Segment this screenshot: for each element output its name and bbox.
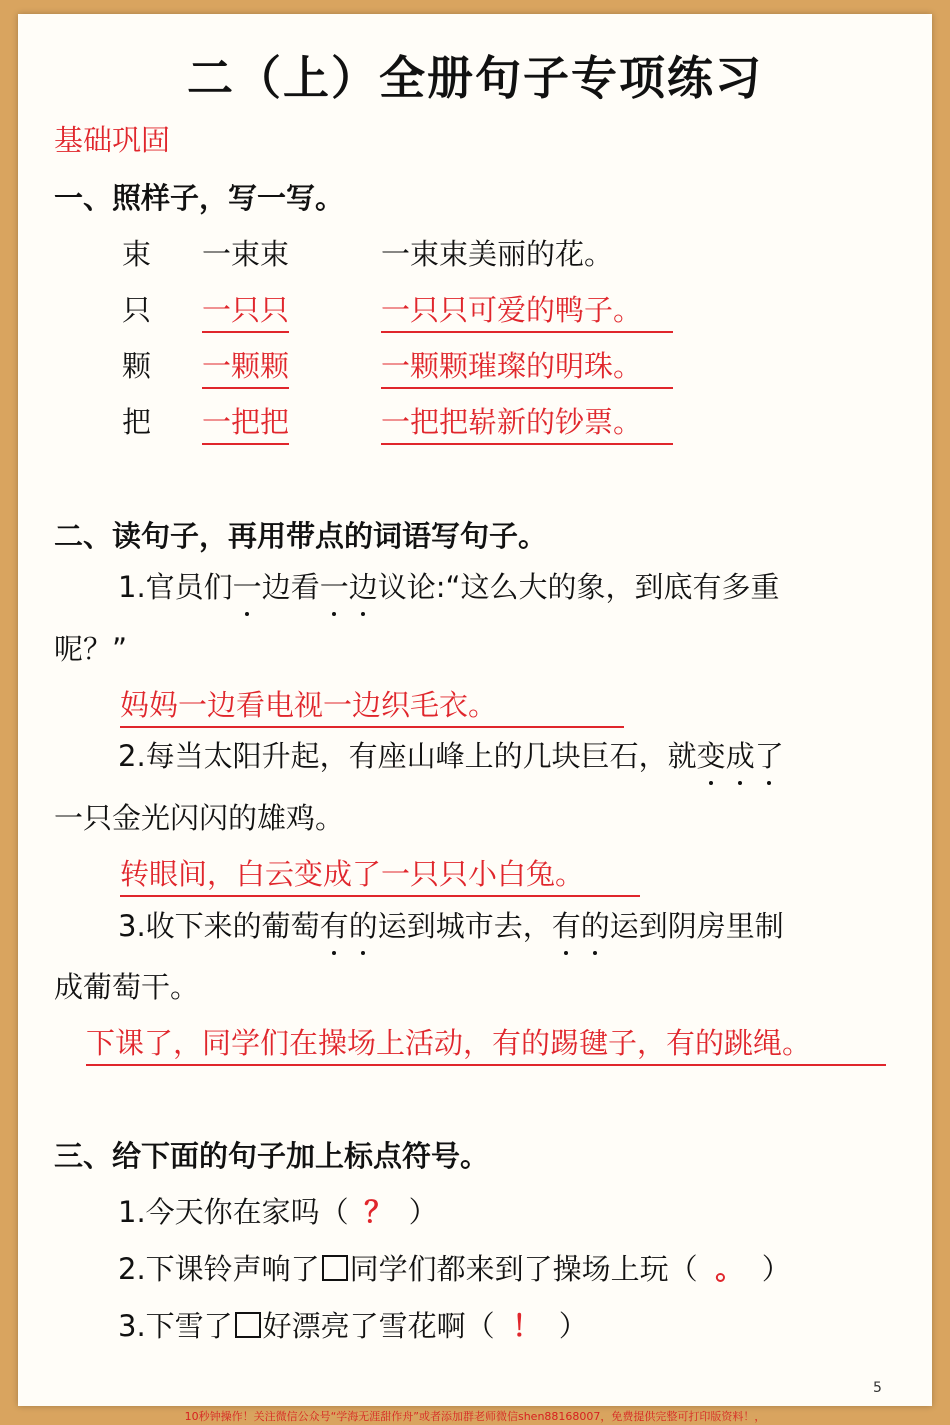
blank-box — [235, 1312, 261, 1338]
part3-heading: 三、给下面的句子加上标点符号。 — [54, 1139, 490, 1173]
p3-q3-close: ） — [558, 1309, 588, 1343]
section-label: 基础巩固 — [54, 123, 171, 157]
q1-text-b: 议论:“这么大的象，到底有多重 — [377, 570, 780, 604]
page-title: 二（上）全册句子专项练习 — [187, 51, 763, 105]
dotted-char: 的 — [349, 904, 378, 945]
q3-line2: 成葡萄干。 — [54, 970, 200, 1004]
q2-line1 — [118, 734, 784, 775]
q1-line2: 呢？” — [54, 632, 128, 666]
row3-sentence-answer: 一颗颗璀璨的明珠。 — [381, 344, 673, 389]
q1-text-mid-b: 看 — [290, 570, 320, 604]
p3-q2 — [118, 1247, 791, 1288]
row4-char: 把 — [122, 405, 152, 439]
row4-sentence-answer: 一把把崭新的钞票。 — [381, 400, 673, 445]
p3-q3 — [118, 1304, 588, 1345]
dotted-char: 有 — [552, 904, 581, 945]
dotted-char: 一 — [233, 565, 262, 606]
q2-text-a: 2.每当太阳升起，有座山峰上的几块巨石，就 — [118, 739, 697, 773]
q1-text-mid: 边 — [261, 570, 291, 604]
p3-q2-close: ） — [761, 1252, 791, 1286]
q2-line2: 一只金光闪闪的雄鸡。 — [54, 801, 345, 835]
row2-word-answer: 一只只 — [202, 288, 289, 333]
p3-q1-answer: ？ — [364, 1195, 394, 1229]
row1-char: 束 — [122, 237, 152, 271]
q3-answer: 下课了，同学们在操场上活动，有的踢毽子，有的跳绳。 — [86, 1021, 886, 1066]
dotted-char: 成 — [726, 734, 755, 775]
q3-line1 — [118, 904, 784, 945]
dotted-char: 一 — [320, 565, 349, 606]
p3-q2-text-a: 2.下课铃声响了 — [118, 1252, 320, 1286]
row1-sentence: 一束束美丽的花。 — [381, 237, 614, 271]
worksheet-page — [18, 14, 932, 1406]
footer-notice: 10秒钟操作！关注微信公众号“学海无涯甜作舟”或者添加群老师微信shen88168007，免费提供完整可打印版资料！， — [184, 1410, 766, 1423]
row3-char: 颗 — [122, 349, 152, 383]
dotted-char: 边 — [349, 565, 378, 606]
row3-word-answer: 一颗颗 — [202, 344, 289, 389]
dotted-char: 的 — [581, 904, 610, 945]
p3-q1 — [118, 1190, 438, 1231]
p3-q3-answer: ！ — [512, 1309, 542, 1343]
q3-text-a: 3.收下来的葡萄 — [118, 909, 320, 943]
q1-answer: 妈妈一边看电视一边织毛衣。 — [120, 683, 624, 728]
q2-answer: 转眼间，白云变成了一只只小白兔。 — [120, 852, 640, 897]
p3-q1-close: ） — [408, 1195, 438, 1229]
part2-heading: 二、读句子，再用带点的词语写句子。 — [54, 519, 548, 553]
dotted-char: 有 — [320, 904, 349, 945]
p3-q3-text-b: 好漂亮了雪花啊（ — [262, 1309, 495, 1343]
part1-heading: 一、照样子，写一写。 — [54, 181, 345, 215]
p3-q1-text: 1.今天你在家吗（ — [118, 1195, 349, 1229]
p3-q2-answer: 。 — [715, 1252, 745, 1286]
blank-box — [322, 1255, 348, 1281]
row4-word-answer: 一把把 — [202, 400, 289, 445]
row2-char: 只 — [122, 293, 152, 327]
q3-text-b: 运到阴房里制 — [609, 909, 784, 943]
q3-text-mid: 运到城市去， — [377, 909, 552, 943]
q1-line1 — [118, 565, 780, 606]
row2-sentence-answer: 一只只可爱的鸭子。 — [381, 288, 673, 333]
q1-text-a: 1.官员们 — [118, 570, 233, 604]
p3-q3-text-a: 3.下雪了 — [118, 1309, 233, 1343]
row1-word: 一束束 — [202, 237, 290, 271]
dotted-char: 了 — [755, 734, 784, 775]
p3-q2-text-b: 同学们都来到了操场上玩（ — [349, 1252, 698, 1286]
dotted-char: 变 — [697, 734, 726, 775]
page-number: 5 — [873, 1380, 882, 1396]
